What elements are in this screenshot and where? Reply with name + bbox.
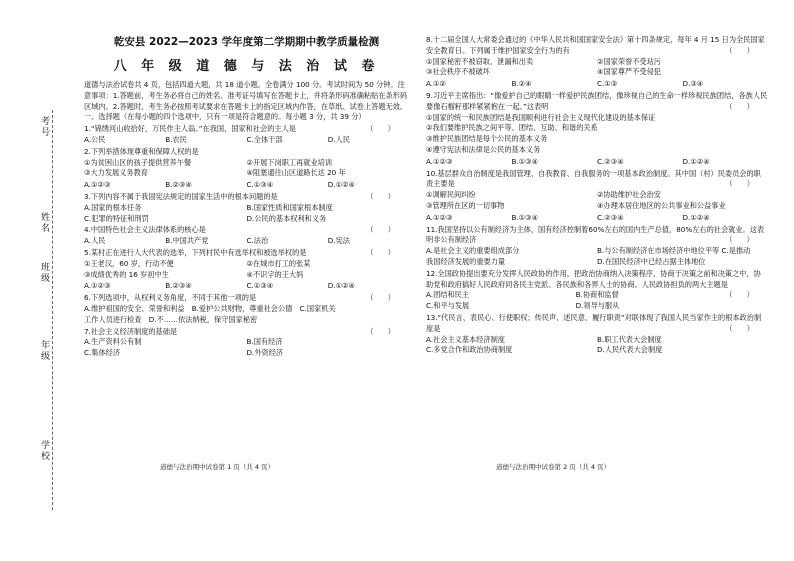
right-question-list [426, 35, 768, 356]
answer-option: ④阻塞通往山区道路长达 20 年 [246, 168, 346, 178]
exam-notice: 道德与法治试卷共 4 页，包括四道大题，共 18 道小题。全卷满分 100 分。考试时间为 50 分钟。注意事项：1.答题前，考生务必将自己的姓名、准考证号填写在答题卡上，并将条形码准确粘贴在条形码区域内。2.答题时，考生务必按照考试要求在答题卡上的指定区域内作答，在草纸、试卷上答题无效。一、选择题（在每小题的四个选项中，只有一项是符合题意的。每小题 3 分，共 39 分） [84, 80, 408, 122]
answer-option: ③管理所在区的一切事物 [426, 200, 505, 210]
answer-option: A.人民 [84, 236, 106, 246]
answer-parentheses: （ ） [725, 290, 754, 300]
question-stem: 3.下列内容不属于我国宪法规定的国家生活中的根本问题的是 （ ） [84, 191, 395, 201]
answer-option: ④遵守宪法和法律是公民的基本义务 [426, 144, 541, 154]
answer-option: A.①② [426, 79, 446, 89]
answer-option: D.领导与服从 [575, 301, 620, 311]
option-group [84, 203, 409, 225]
option-group [84, 180, 409, 191]
answer-option: A.①②③ [426, 212, 453, 222]
answer-option: B.②③④ [165, 281, 192, 291]
option-group [84, 281, 409, 292]
option-group [426, 157, 768, 168]
answer-option: A.是社会主义的重要组成部分 [426, 246, 520, 256]
footer-right: 道德与法治期中试卷第 2 页（共 4 页） [496, 463, 611, 471]
answer-option: C.和平与发展 [426, 301, 470, 311]
option-group [84, 304, 409, 326]
answer-option: D.③④ [682, 79, 704, 89]
answer-option: ②开展下岗职工再就业培训 [246, 157, 333, 167]
option-group [426, 57, 768, 79]
question-stem: 7.社会主义经济制度的基础是 （ ） [84, 326, 395, 336]
answer-option: C.集体经济 [84, 348, 121, 358]
question-stem: 11.我国坚持以公有制经济为主体，国有经济控制着60%左右的国内生产总值，80%左右的社会就业。这表明非公有制经济 （ ） [426, 224, 765, 245]
option-group [426, 113, 768, 156]
answer-option: B.②③④ [165, 180, 192, 190]
question-stem: 8.十二届全国人大常委会通过的《中华人民共和国国家安全法》第十四条规定，每年 4 月 15 日为全民国家安全教育日。下列属于维护国家安全行为的有 （ ） [426, 35, 765, 55]
answer-option: ②国家荣誉不受玷污 [597, 56, 661, 66]
answer-option: B.与公有制经济在市场经济中地位平等 C.是推动 [597, 246, 751, 256]
question-item [84, 327, 409, 359]
answer-parentheses: （ ） [725, 323, 754, 333]
option-group [426, 190, 768, 212]
option-group [426, 335, 768, 357]
question-stem: 10.基层群众自治制度是我国管理、自我教育、自我服务的一项基本政治制度。其中国（村）民委员会的职责主要是 （ ） [426, 168, 761, 189]
answer-option: C.多党合作和政治协商制度 [426, 345, 513, 355]
option-group [84, 259, 409, 281]
option-group [426, 290, 725, 312]
question-item [84, 192, 409, 224]
answer-option: D.外资经济 [246, 348, 284, 358]
answer-option: ③社会秩序不被破坏 [426, 67, 490, 77]
name-label: 姓名 [39, 212, 49, 234]
answer-option: B.国有经济 [246, 337, 283, 347]
answer-option: ①为贫困山区的孩子提供营养午餐 [84, 157, 192, 167]
answer-option: C.法治 [246, 236, 269, 246]
question-item [426, 79, 768, 90]
school-label: 学校 [39, 440, 49, 462]
answer-option: C.①③ [597, 79, 618, 89]
question-stem: 1.“锦绣河山收拾好，万民作主人翁。”在我国，国家和社会的主人是 （ ） [84, 124, 395, 134]
answer-option: 工作人员进行检查 D.不……依法纳税，保守国家秘密 [84, 314, 258, 324]
question-stem: 12.全国政协提出要充分发挥人民政协的作用，把政治协商纳入决策程序，协商于决策之前和决策之中，协助党和政府搞好人民政府同各民主党派、各民族和各界人士的协商。人民政协担负的两大主题是 （ ） [426, 268, 761, 300]
answer-parentheses: （ ） [366, 326, 395, 336]
answer-option: ②我们要维护民族之间平等、团结、互助、和谐的关系 [426, 123, 598, 133]
option-group [426, 246, 768, 268]
option-group [84, 236, 409, 247]
answer-option: B.②④ [511, 79, 532, 89]
binding-strip [0, 0, 90, 561]
question-stem: 9.习近平主席指出：“像爱护自己的眼睛一样爱护民族团结，像珍视自己的生命一样珍视民族团结，各族人民要像石榴籽那样紧紧抱在一起。”这表明 （ ） [426, 90, 768, 111]
answer-option: ①调解民间纠纷 [426, 190, 476, 200]
answer-option: A.团结和民主 [426, 290, 470, 300]
answer-option: D.①②④ [327, 281, 355, 291]
option-group [84, 158, 409, 180]
class-label: 班级 [39, 262, 49, 284]
question-item [426, 35, 768, 78]
answer-option: D.①②④ [327, 180, 355, 190]
answer-option: B.①③④ [511, 212, 539, 222]
grade-label: 年级 [39, 340, 49, 362]
question-stem: 5.某村正在进行人大代表的选举，下列村民中有选举权和被选举权的是 （ ） [84, 247, 395, 257]
exam-number-label: 考号 [39, 116, 49, 138]
answer-option: A.维护祖国的安全、荣誉和利益 B.爱护公共财物，尊重社会公德 C.国家机关 [84, 303, 336, 313]
answer-option: A.①②③ [426, 156, 453, 166]
answer-option: B.职工代表大会制度 [597, 334, 662, 344]
answer-parentheses: （ ） [725, 45, 754, 55]
question-stem: 2.下列举措体现尊重和保障人权的是 [84, 146, 199, 156]
question-item [426, 91, 768, 156]
question-item [426, 169, 768, 212]
answer-option: C.全体干部 [246, 134, 283, 144]
answer-option: C.犯罪的特征和刑罚 [84, 213, 149, 223]
answer-option: ③大力发展义务教育 [84, 168, 148, 178]
option-group [84, 135, 409, 146]
option-group [84, 337, 409, 359]
answer-option: ③成绩优秀的 16 岁初中生 [84, 269, 169, 279]
answer-option: ②协助维护社会治安 [597, 190, 661, 200]
question-stem: 6.下列选项中，从权利义务角度，不同于其他一项的是 （ ） [84, 293, 395, 303]
question-item [426, 269, 768, 312]
question-item [426, 157, 768, 168]
answer-option: A.①②③ [84, 281, 111, 291]
answer-option: B.协商和监督 [575, 290, 619, 300]
question-item [84, 293, 409, 325]
answer-option: A.①②③ [84, 180, 111, 190]
answer-option: A.公民 [84, 134, 106, 144]
answer-option: B.农民 [165, 134, 187, 144]
answer-option: C.①③④ [246, 281, 274, 291]
answer-option: B.①③④ [511, 156, 539, 166]
answer-option: 我国经济发展的重要力量 [426, 256, 506, 266]
answer-option: C.①③④ [246, 180, 274, 190]
answer-option: ③维护民族团结是每个公民的基本义务 [426, 134, 548, 144]
answer-option: B.中国共产党 [165, 236, 209, 246]
answer-parentheses: （ ） [366, 191, 395, 201]
answer-parentheses: （ ） [725, 235, 754, 245]
answer-parentheses: （ ） [366, 247, 395, 257]
answer-option: D.在国民经济中已经占据主体地位 [597, 256, 706, 266]
answer-option: C.②③④ [597, 212, 624, 222]
answer-option: ④办理本居住地区的公共事业和公益事业 [597, 200, 726, 210]
answer-option: ②在城市打工的张某 [246, 258, 311, 268]
answer-option: B.国家性质和国家根本制度 [246, 202, 333, 212]
exam-subtitle: 八 年 级 道 德 与 法 治 试 卷 [113, 59, 380, 74]
answer-option: D.人民代表大会制度 [597, 345, 663, 355]
question-item [84, 180, 409, 191]
question-item [84, 147, 409, 179]
option-group [426, 79, 768, 90]
answer-option: D.人民 [327, 134, 350, 144]
answer-option: D.①②④ [682, 156, 710, 166]
answer-parentheses: （ ） [366, 225, 395, 235]
left-question-list [84, 124, 409, 359]
answer-parentheses: （ ） [725, 101, 754, 111]
answer-option: ①国家的统一和民族团结是我国顺利进行社会主义现代化建设的基本保证 [426, 112, 656, 122]
answer-option: ①国家秘密不被窃取、泄漏和出卖 [426, 56, 534, 66]
answer-parentheses: （ ） [366, 293, 395, 303]
question-item [84, 124, 409, 146]
question-stem: 4.中国特色社会主义法律体系的核心是 （ ） [84, 225, 395, 235]
answer-option: A.国家的根本任务 [84, 202, 142, 212]
answer-option: A.社会主义基本经济制度 [426, 334, 505, 344]
question-stem: 13.“代民言、表民心、行使职权；传民声、述民意、履行职责”对联体现了我国人民当家作主的根本政治制度是 （ ） [426, 312, 762, 333]
answer-option: A.生产资料公有制 [84, 337, 142, 347]
left-column [84, 34, 409, 359]
option-group [426, 213, 768, 224]
question-item [84, 225, 409, 247]
answer-option: ①王老汉，60 岁，行动不便 [84, 258, 174, 268]
question-item [426, 225, 768, 268]
footer-left: 道德与法治期中试卷第 1 页（共 4 页） [160, 463, 275, 471]
answer-option: C.②③④ [597, 156, 624, 166]
exam-title: 乾安县 2022—2023 学年度第二学期期中教学质量检测 [113, 36, 380, 48]
binding-line [52, 110, 53, 510]
answer-option: D.公民的基本权利和义务 [246, 213, 327, 223]
answer-option: ④不识字的王大妈 [246, 269, 304, 279]
answer-parentheses: （ ） [366, 124, 395, 134]
right-column [426, 34, 768, 356]
answer-parentheses: （ ） [725, 179, 754, 189]
question-item [84, 281, 409, 292]
question-item [426, 213, 768, 224]
answer-option: ④国家尊严不受侵犯 [597, 67, 661, 77]
question-item [426, 313, 768, 356]
question-item [84, 248, 409, 280]
answer-option: D.宪法 [327, 236, 350, 246]
answer-option: D.①②④ [682, 212, 710, 222]
